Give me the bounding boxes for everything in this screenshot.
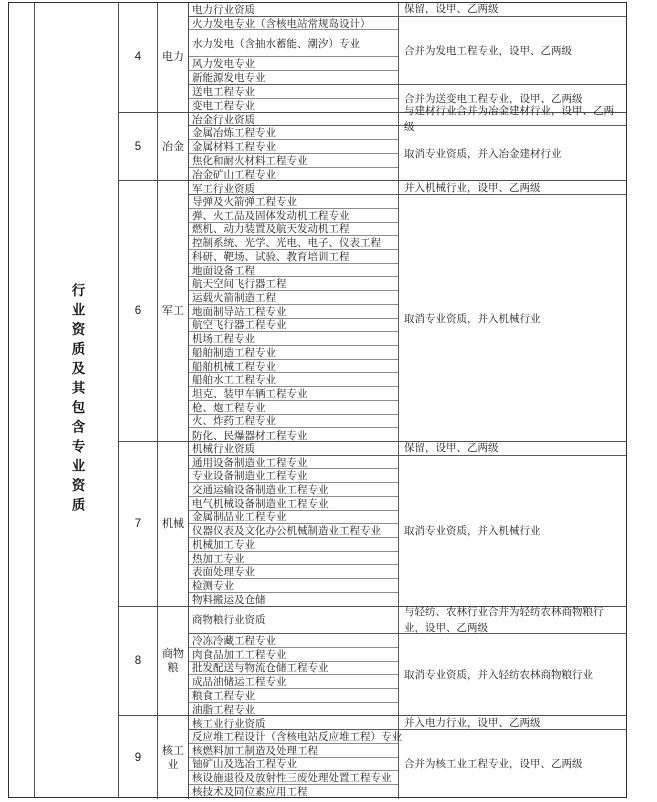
qualification-item: 科研、靶场、试验、教育培训工程 [189, 250, 398, 264]
note-cell: 取消专业资质，并入机械行业 [404, 525, 541, 538]
qualification-list [189, 113, 399, 126]
industry-name: 军工 [158, 181, 189, 441]
qualification-item: 核设施退役及放射性三废处理处置工程专业 [189, 771, 398, 785]
section-number: 5 [119, 113, 158, 181]
qualification-group [189, 195, 626, 442]
qualification-item: 燃机、动力装置及航天发动机工程 [189, 223, 398, 237]
industry-section [119, 607, 626, 717]
section-rows [189, 607, 626, 716]
industry-section [119, 3, 626, 113]
section-number: 4 [119, 3, 158, 112]
qualification-item: 商物粮行业资质 [192, 614, 266, 627]
qualification-item: 船舶制造工程专业 [189, 346, 398, 360]
qualification-item: 仪器仪表及文化办公机械制造业工程专业 [189, 524, 398, 538]
section-number: 9 [119, 716, 158, 798]
qualification-item: 变电工程专业 [192, 100, 255, 113]
qualification-item: 防化、民爆器材工程专业 [192, 429, 308, 442]
qualification-item: 核燃料加工制造及处理工程 [189, 744, 398, 758]
qualification-item: 肉食品加工工程专业 [189, 648, 398, 662]
qualification-item: 电气机械设备制造业工程专业 [189, 497, 398, 511]
industry-name: 冶金 [158, 113, 189, 181]
qualification-item: 火、炸药工程专业 [189, 415, 398, 429]
section-rows [189, 716, 626, 798]
qualification-item: 通用设备制造业工程专业 [189, 456, 398, 470]
section-rows [189, 3, 626, 112]
note-cell: 并入电力行业，设甲、乙两级 [404, 716, 541, 729]
qualification-list [189, 716, 399, 729]
qualification-item: 机场工程专业 [189, 332, 398, 346]
qualification-item: 成品油储运工程专业 [189, 675, 398, 689]
note-cell: 合并为发电工程专业，设甲、乙两级 [404, 44, 572, 57]
qualification-item: 弹、火工品及固体发动机工程专业 [189, 209, 398, 223]
qualification-item: 航天空间飞行器工程 [189, 277, 398, 291]
qualification-item: 水力发电（含抽水蓄能、潮汐）专业 [189, 30, 398, 56]
note-cell: 与轻纺、农林行业合并为轻纺农林商物粮行业，设甲、乙两级 [404, 605, 604, 634]
industry-name: 核工业 [158, 716, 189, 798]
section-number: 7 [119, 442, 158, 606]
note-cell: 合并为核工业工程专业，设甲、乙两级 [404, 758, 583, 771]
qualification-item: 航空飞行器工程专业 [189, 319, 398, 333]
qualification-item: 核工业行业资质 [192, 717, 266, 730]
industry-section [119, 181, 626, 442]
section-number: 8 [119, 607, 158, 716]
qualification-item: 检测专业 [189, 579, 398, 593]
qualification-item: 冶金矿山工程专业 [192, 168, 276, 181]
qualification-list [189, 85, 399, 112]
qualification-item: 热加工专业 [189, 552, 398, 566]
qualification-item: 新能源发电专业 [192, 71, 266, 84]
industry-section [119, 716, 626, 798]
qualification-item: 电力行业资质 [192, 4, 255, 17]
qualification-item: 金属制品业工程专业 [189, 511, 398, 525]
row-header-vertical-title: 行业资质及其包含专业资质 [69, 283, 85, 517]
qualification-list [189, 126, 399, 181]
qualification-item: 冶金行业资质 [192, 114, 255, 127]
qualification-item: 船舶水工工程专业 [189, 373, 398, 387]
qualification-item: 坦克、装甲车辆工程专业 [189, 387, 398, 401]
section-number: 6 [119, 181, 158, 441]
qualification-item: 导弹及火箭弹工程专业 [189, 195, 398, 209]
qualification-item: 地面制导站工程专业 [189, 305, 398, 319]
qualification-group [189, 17, 626, 86]
qualification-group [189, 634, 626, 716]
note-cell: 取消专业资质，并入机械行业 [404, 312, 541, 325]
qualification-table [8, 2, 627, 798]
qualification-item: 风力发电专业 [189, 57, 398, 71]
qualification-item: 运载火箭制造工程 [189, 291, 398, 305]
qualification-item: 物料搬运及仓储 [192, 594, 266, 607]
industry-section [119, 442, 626, 607]
qualification-item: 铀矿山及选冶工程专业 [189, 758, 398, 772]
qualification-item: 金属冶炼工程专业 [189, 126, 398, 140]
qualification-list [189, 634, 399, 716]
qualification-list [189, 456, 399, 607]
qualification-group [189, 126, 626, 181]
qualification-list [189, 607, 399, 633]
qualification-group [189, 607, 626, 634]
qualification-list [189, 730, 402, 799]
note-cell: 取消专业资质，并入冶金建材行业 [404, 147, 562, 160]
qualification-item: 机械行业资质 [192, 443, 255, 456]
industry-name: 商物粮 [158, 607, 189, 716]
qualification-item: 批发配送与物流仓储工程专业 [189, 662, 398, 676]
note-cell: 并入机械行业，设甲、乙两级 [404, 181, 541, 194]
qualification-list [189, 181, 399, 194]
qualification-list [189, 3, 399, 16]
qualification-list [189, 195, 399, 442]
qualification-list [189, 442, 399, 455]
qualification-item: 船舶机械工程专业 [189, 360, 398, 374]
note-cell: 与建材行业合并为冶金建材行业，设甲、乙两级 [404, 105, 614, 134]
qualification-item: 焦化和耐火材料工程专业 [189, 154, 398, 168]
row-header-cell [35, 3, 119, 797]
qualification-item: 冷冻冷藏工程专业 [189, 634, 398, 648]
qualification-group [189, 730, 626, 799]
qualification-item: 油脂工程专业 [192, 704, 255, 717]
qualification-item: 金属材料工程专业 [189, 140, 398, 154]
note-cell: 保留，设甲、乙两级 [404, 3, 499, 16]
qualification-item: 地面设备工程 [189, 264, 398, 278]
qualification-item: 送电工程专业 [189, 85, 398, 99]
note-cell: 取消专业资质，并入轻纺农林商物粮行业 [404, 669, 593, 682]
section-rows [189, 181, 626, 441]
note-cell: 合并为送变电工程专业，设甲、乙两级 [404, 93, 583, 106]
table-main [119, 3, 626, 797]
note-cell: 保留，设甲、乙两级 [404, 442, 499, 455]
qualification-item: 军工行业资质 [192, 182, 255, 195]
qualification-item: 火力发电专业（含核电站常规岛设计） [189, 17, 398, 31]
industry-name: 电力 [158, 3, 189, 112]
qualification-list [189, 17, 399, 85]
qualification-item: 表面处理专业 [189, 565, 398, 579]
industry-name: 机械 [158, 442, 189, 606]
qualification-group [189, 456, 626, 607]
qualification-item: 反应堆工程设计（含核电站反应堆工程）专业 [189, 730, 398, 744]
qualification-item: 粮食工程专业 [189, 689, 398, 703]
qualification-item: 核技术及同位素应用工程 [192, 786, 308, 799]
qualification-item: 控制系统、光学、光电、电子、仪表工程 [189, 236, 398, 250]
qualification-item: 枪、炮工程专业 [189, 401, 398, 415]
qualification-item: 专业设备制造业工程专业 [189, 469, 398, 483]
section-rows [189, 442, 626, 606]
qualification-item: 机械加工专业 [189, 538, 398, 552]
left-margin-column [9, 3, 35, 797]
qualification-item: 交通运输设备制造业工程专业 [189, 483, 398, 497]
